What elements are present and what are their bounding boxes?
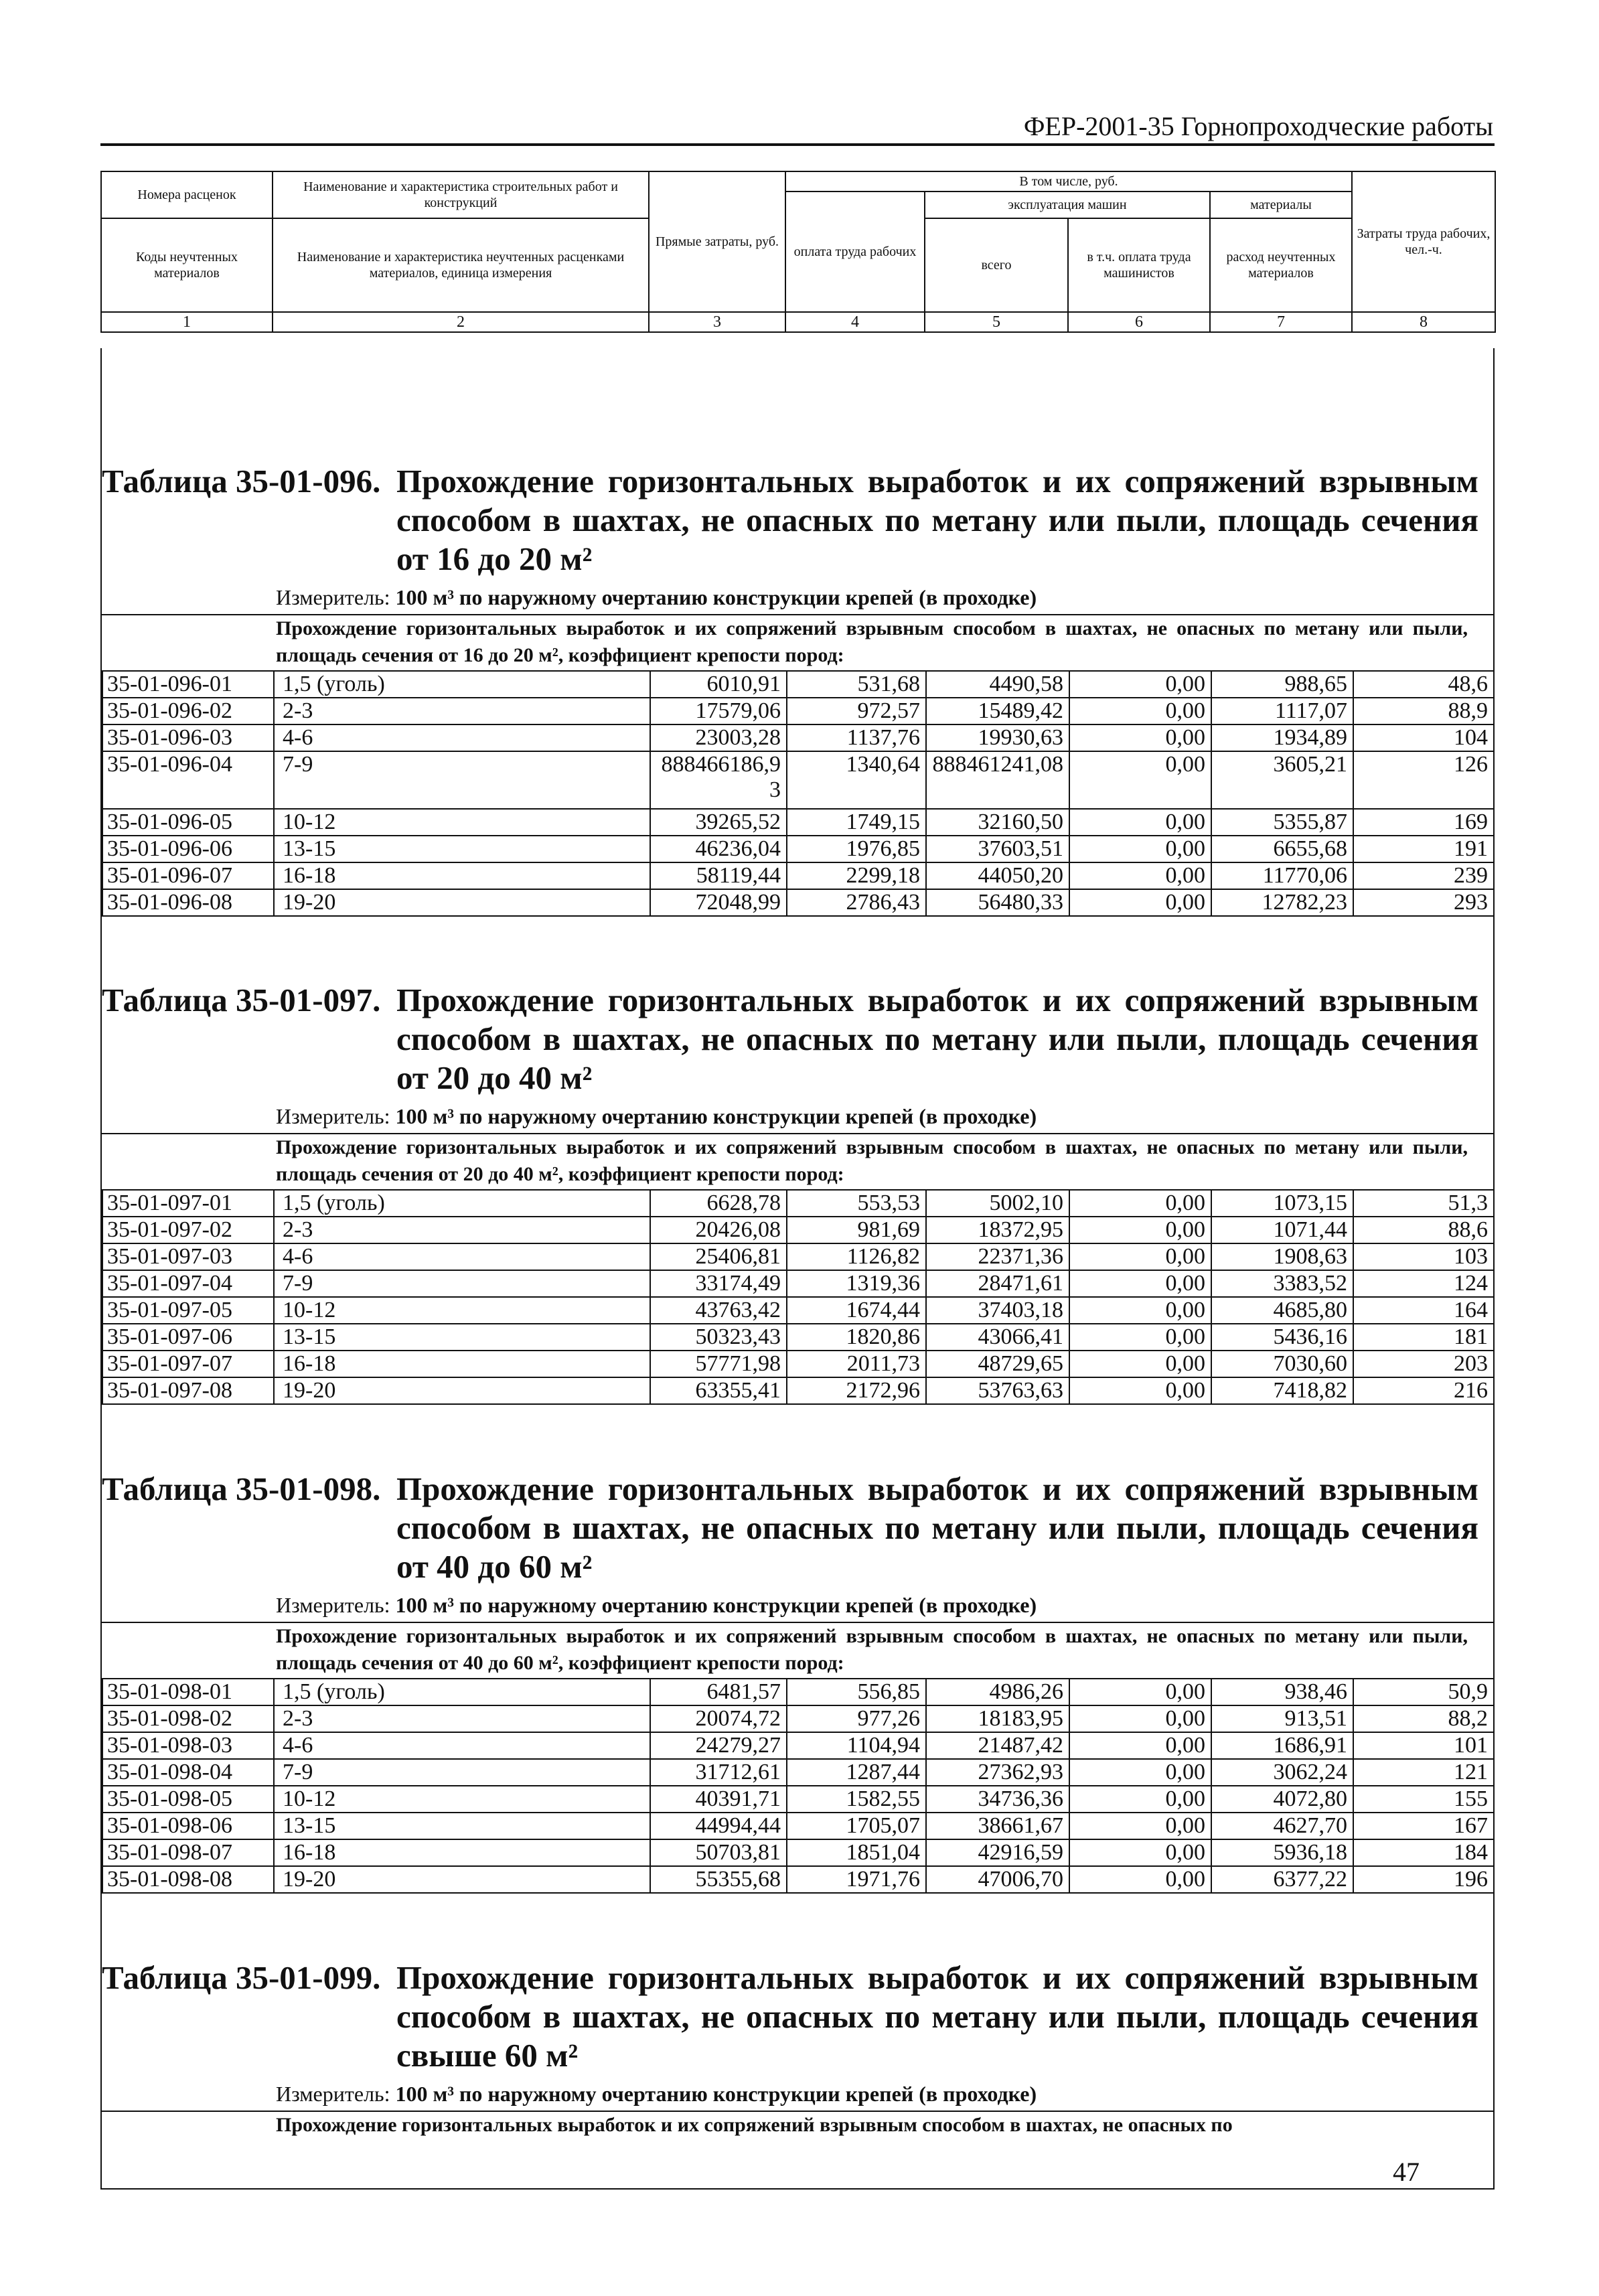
labor-hours: 121: [1353, 1759, 1494, 1786]
machines-total: 53763,63: [926, 1377, 1069, 1404]
machines-total: 42916,59: [926, 1839, 1069, 1866]
table-title: [102, 462, 1493, 581]
labor-pay: 977,26: [787, 1705, 926, 1732]
machines-labor: 0,00: [1069, 1270, 1211, 1297]
rate-code: 35-01-098-08: [102, 1866, 274, 1893]
table-row: [102, 1324, 1494, 1351]
table-label: Таблица 35-01-096.: [102, 463, 381, 500]
machines-labor: 0,00: [1069, 836, 1211, 862]
rate-name: 19-20: [274, 1866, 650, 1893]
table-row: [102, 751, 1494, 809]
labor-pay: 1340,64: [787, 751, 926, 809]
direct-costs: 63355,41: [650, 1377, 787, 1404]
rate-name: 19-20: [274, 1377, 650, 1404]
materials: 6655,68: [1211, 836, 1353, 862]
materials: 988,65: [1211, 671, 1353, 698]
header-machines-labor: в т.ч. оплата труда машинистов: [1068, 218, 1210, 312]
machines-labor: 0,00: [1069, 1679, 1211, 1705]
header-number: 2: [273, 312, 649, 332]
rate-code: 35-01-098-02: [102, 1705, 274, 1732]
table-row: [102, 1813, 1494, 1839]
table-label: Таблица 35-01-097.: [102, 982, 381, 1018]
rate-code: 35-01-097-08: [102, 1377, 274, 1404]
measure-label: Измеритель:: [276, 1593, 390, 1617]
running-head: ФЕР-2001-35 Горнопроходческие работы: [1023, 111, 1493, 141]
labor-hours: 88,2: [1353, 1705, 1494, 1732]
direct-costs: 55355,68: [650, 1866, 787, 1893]
machines-labor: 0,00: [1069, 1839, 1211, 1866]
labor-pay: 556,85: [787, 1679, 926, 1705]
rate-name: 7-9: [274, 1270, 650, 1297]
table-title: [102, 981, 1493, 1099]
rate-code: 35-01-097-07: [102, 1351, 274, 1377]
rate-name: 7-9: [274, 1759, 650, 1786]
machines-labor: 0,00: [1069, 809, 1211, 836]
labor-pay: 2786,43: [787, 889, 926, 916]
labor-pay: 1319,36: [787, 1270, 926, 1297]
labor-hours: 51,3: [1353, 1190, 1494, 1217]
table-label: Таблица 35-01-098.: [102, 1470, 381, 1507]
table-row: [102, 1705, 1494, 1732]
table-row: [102, 836, 1494, 862]
direct-costs: 20426,08: [650, 1217, 787, 1243]
machines-labor: 0,00: [1069, 1324, 1211, 1351]
measure-label: Измеритель:: [276, 2082, 390, 2106]
labor-hours: 164: [1353, 1297, 1494, 1324]
rate-code: 35-01-096-04: [102, 751, 274, 809]
direct-costs: 57771,98: [650, 1351, 787, 1377]
labor-pay: 1851,04: [787, 1839, 926, 1866]
column-header-table: [100, 171, 1496, 333]
materials: 5355,87: [1211, 809, 1353, 836]
rate-code: 35-01-098-07: [102, 1839, 274, 1866]
labor-pay: 531,68: [787, 671, 926, 698]
labor-hours: 103: [1353, 1243, 1494, 1270]
machines-labor: 0,00: [1069, 1705, 1211, 1732]
direct-costs: 6628,78: [650, 1190, 787, 1217]
machines-total: 4490,58: [926, 671, 1069, 698]
rate-code: 35-01-097-06: [102, 1324, 274, 1351]
materials: 11770,06: [1211, 862, 1353, 889]
labor-pay: 1287,44: [787, 1759, 926, 1786]
labor-pay: 1705,07: [787, 1813, 926, 1839]
header-labor-hours: Затраты труда рабочих, чел.-ч.: [1352, 171, 1495, 312]
machines-labor: 0,00: [1069, 889, 1211, 916]
machines-labor: 0,00: [1069, 1377, 1211, 1404]
direct-costs: 31712,61: [650, 1759, 787, 1786]
direct-costs: 25406,81: [650, 1243, 787, 1270]
labor-pay: 1976,85: [787, 836, 926, 862]
labor-hours: 203: [1353, 1351, 1494, 1377]
measure-line: [276, 581, 1493, 614]
header-machines-total: всего: [925, 218, 1068, 312]
table-row: [102, 862, 1494, 889]
direct-costs: 23003,28: [650, 724, 787, 751]
machines-total: 4986,26: [926, 1679, 1069, 1705]
rate-name: 13-15: [274, 1813, 650, 1839]
labor-pay: 972,57: [787, 698, 926, 724]
machines-labor: 0,00: [1069, 724, 1211, 751]
rates-table: [102, 670, 1495, 917]
direct-costs: 17579,06: [650, 698, 787, 724]
rate-name: 13-15: [274, 1324, 650, 1351]
rate-code: 35-01-097-05: [102, 1297, 274, 1324]
table-row: [102, 1839, 1494, 1866]
machines-total: 22371,36: [926, 1243, 1069, 1270]
table-row: [102, 1270, 1494, 1297]
machines-labor: 0,00: [1069, 1732, 1211, 1759]
labor-hours: 167: [1353, 1813, 1494, 1839]
rate-name: 4-6: [274, 1243, 650, 1270]
header-machines: эксплуатация машин: [925, 192, 1210, 218]
machines-total: 5002,10: [926, 1190, 1069, 1217]
machines-labor: 0,00: [1069, 1243, 1211, 1270]
direct-costs: 50703,81: [650, 1839, 787, 1866]
table-row: [102, 1243, 1494, 1270]
rate-name: 13-15: [274, 836, 650, 862]
machines-total: 32160,50: [926, 809, 1069, 836]
materials: 1071,44: [1211, 1217, 1353, 1243]
table-row: [102, 1866, 1494, 1893]
direct-costs: 24279,27: [650, 1732, 787, 1759]
materials: 1073,15: [1211, 1190, 1353, 1217]
machines-labor: 0,00: [1069, 698, 1211, 724]
machines-total: 21487,42: [926, 1732, 1069, 1759]
machines-labor: 0,00: [1069, 1866, 1211, 1893]
measure-text: 100 м³ по наружному очертанию конструкции крепей (в проходке): [395, 1593, 1037, 1617]
rate-name: 10-12: [274, 809, 650, 836]
labor-hours: 101: [1353, 1732, 1494, 1759]
table-row: [102, 1377, 1494, 1404]
rate-name: 4-6: [274, 724, 650, 751]
header-materials: материалы: [1210, 192, 1352, 218]
machines-labor: 0,00: [1069, 671, 1211, 698]
rate-code: 35-01-097-04: [102, 1270, 274, 1297]
machines-labor: 0,00: [1069, 1786, 1211, 1813]
header-number: 8: [1352, 312, 1495, 332]
page-number: 47: [1393, 2157, 1420, 2187]
table-row: [102, 1190, 1494, 1217]
machines-total: 37603,51: [926, 836, 1069, 862]
rate-name: 16-18: [274, 1839, 650, 1866]
table-row: [102, 671, 1494, 698]
labor-hours: 104: [1353, 724, 1494, 751]
labor-pay: 1137,76: [787, 724, 926, 751]
table-row: [102, 724, 1494, 751]
materials: 5436,16: [1211, 1324, 1353, 1351]
table-section-099: [102, 1959, 1493, 2139]
machines-labor: 0,00: [1069, 1190, 1211, 1217]
rate-code: 35-01-097-03: [102, 1243, 274, 1270]
header-number: 7: [1210, 312, 1352, 332]
machines-total: 47006,70: [926, 1866, 1069, 1893]
table-row: [102, 1351, 1494, 1377]
header-including: В том числе, руб.: [785, 171, 1352, 192]
direct-costs: 6481,57: [650, 1679, 787, 1705]
labor-pay: 1820,86: [787, 1324, 926, 1351]
rate-name: 16-18: [274, 1351, 650, 1377]
machines-total: 43066,41: [926, 1324, 1069, 1351]
machines-total: 34736,36: [926, 1786, 1069, 1813]
measure-label: Измеритель:: [276, 585, 390, 609]
labor-hours: 196: [1353, 1866, 1494, 1893]
labor-pay: 2011,73: [787, 1351, 926, 1377]
rate-code: 35-01-096-02: [102, 698, 274, 724]
rate-name: 1,5 (уголь): [274, 1679, 650, 1705]
rate-name: 10-12: [274, 1786, 650, 1813]
rate-code: 35-01-096-06: [102, 836, 274, 862]
materials: 913,51: [1211, 1705, 1353, 1732]
direct-costs: 44994,44: [650, 1813, 787, 1839]
table-row: [102, 809, 1494, 836]
table-row: [102, 1732, 1494, 1759]
rate-code: 35-01-098-03: [102, 1732, 274, 1759]
labor-hours: 169: [1353, 809, 1494, 836]
rate-name: 1,5 (уголь): [274, 1190, 650, 1217]
labor-hours: 88,6: [1353, 1217, 1494, 1243]
table-row: [102, 1217, 1494, 1243]
labor-pay: 1674,44: [787, 1297, 926, 1324]
rate-code: 35-01-096-03: [102, 724, 274, 751]
measure-line: [276, 1099, 1493, 1133]
machines-total: 37403,18: [926, 1297, 1069, 1324]
table-row: [102, 889, 1494, 916]
table-title: [102, 1959, 1493, 2077]
materials: 1934,89: [1211, 724, 1353, 751]
labor-hours: 126: [1353, 751, 1494, 809]
table-row: [102, 1759, 1494, 1786]
machines-labor: 0,00: [1069, 862, 1211, 889]
machines-total: 18372,95: [926, 1217, 1069, 1243]
rates-table: [102, 1678, 1495, 1894]
rate-name: 7-9: [274, 751, 650, 809]
rate-code: 35-01-098-06: [102, 1813, 274, 1839]
table-heading: Прохождение горизонтальных выработок и их сопряжений взрывным способом в шахтах, не опасных по метану или пыли, площадь сечения от 40 до 60 м²: [396, 1470, 1478, 1585]
materials: 3383,52: [1211, 1270, 1353, 1297]
measure-text: 100 м³ по наружному очертанию конструкции крепей (в проходке): [395, 585, 1037, 609]
labor-hours: 88,9: [1353, 698, 1494, 724]
table-section-096: [102, 462, 1493, 917]
table-title: [102, 1470, 1493, 1588]
table-subtitle: Прохождение горизонтальных выработок и их сопряжений взрывным способом в шахтах, не опасных по метану или пыли, площадь сечения от 16 до 20 м², коэффициент крепости пород:: [102, 614, 1493, 670]
table-label: Таблица 35-01-099.: [102, 1959, 381, 1996]
machines-total: 19930,63: [926, 724, 1069, 751]
labor-hours: 50,9: [1353, 1679, 1494, 1705]
rate-name: 4-6: [274, 1732, 650, 1759]
labor-hours: 239: [1353, 862, 1494, 889]
direct-costs: 50323,43: [650, 1324, 787, 1351]
labor-hours: 216: [1353, 1377, 1494, 1404]
measure-text: 100 м³ по наружному очертанию конструкции крепей (в проходке): [395, 2082, 1037, 2106]
machines-total: 56480,33: [926, 889, 1069, 916]
measure-label: Измеритель:: [276, 1104, 390, 1128]
table-heading: Прохождение горизонтальных выработок и их сопряжений взрывным способом в шахтах, не опасных по метану или пыли, площадь сечения от 16 до 20 м²: [396, 463, 1478, 577]
rate-name: 2-3: [274, 1217, 650, 1243]
header-direct-costs: Прямые затраты, руб.: [649, 171, 785, 312]
header-col1-bottom: Коды неучтенных материалов: [101, 218, 273, 312]
machines-total: 888461241,08: [926, 751, 1069, 809]
materials: 4627,70: [1211, 1813, 1353, 1839]
table-heading: Прохождение горизонтальных выработок и их сопряжений взрывным способом в шахтах, не опасных по метану или пыли, площадь сечения от 20 до 40 м²: [396, 982, 1478, 1096]
table-row: [102, 1297, 1494, 1324]
direct-costs: 888466186,93: [650, 751, 787, 809]
direct-costs: 43763,42: [650, 1297, 787, 1324]
labor-pay: 2172,96: [787, 1377, 926, 1404]
table-subtitle: Прохождение горизонтальных выработок и их сопряжений взрывным способом в шахтах, не опасных по метану или пыли, площадь сечения от 20 до 40 м², коэффициент крепости пород:: [102, 1133, 1493, 1189]
direct-costs: 6010,91: [650, 671, 787, 698]
rate-name: 2-3: [274, 698, 650, 724]
rate-code: 35-01-097-02: [102, 1217, 274, 1243]
rate-code: 35-01-096-08: [102, 889, 274, 916]
machines-labor: 0,00: [1069, 1297, 1211, 1324]
materials: 4685,80: [1211, 1297, 1353, 1324]
machines-total: 28471,61: [926, 1270, 1069, 1297]
labor-hours: 48,6: [1353, 671, 1494, 698]
labor-hours: 124: [1353, 1270, 1494, 1297]
machines-labor: 0,00: [1069, 1813, 1211, 1839]
rate-code: 35-01-098-04: [102, 1759, 274, 1786]
materials: 5936,18: [1211, 1839, 1353, 1866]
rate-name: 16-18: [274, 862, 650, 889]
measure-text: 100 м³ по наружному очертанию конструкции крепей (в проходке): [395, 1104, 1037, 1128]
materials: 938,46: [1211, 1679, 1353, 1705]
rates-table: [102, 1189, 1495, 1405]
header-col2-bottom: Наименование и характеристика неучтенных расценками материалов, единица измерения: [273, 218, 649, 312]
materials: 1686,91: [1211, 1732, 1353, 1759]
direct-costs: 46236,04: [650, 836, 787, 862]
table-row: [102, 1679, 1494, 1705]
table-row: [102, 1786, 1494, 1813]
labor-hours: 184: [1353, 1839, 1494, 1866]
header-col2-top: Наименование и характеристика строительных работ и конструкций: [273, 171, 649, 218]
materials: 3605,21: [1211, 751, 1353, 809]
header-number: 5: [925, 312, 1068, 332]
table-heading: Прохождение горизонтальных выработок и их сопряжений взрывным способом в шахтах, не опасных по метану или пыли, площадь сечения свыше 60 м²: [396, 1959, 1478, 2074]
table-row: [102, 698, 1494, 724]
machines-total: 27362,93: [926, 1759, 1069, 1786]
header-number: 1: [101, 312, 273, 332]
rate-code: 35-01-096-05: [102, 809, 274, 836]
table-section-097: [102, 981, 1493, 1405]
direct-costs: 33174,49: [650, 1270, 787, 1297]
machines-total: 18183,95: [926, 1705, 1069, 1732]
labor-hours: 155: [1353, 1786, 1494, 1813]
measure-line: [276, 1588, 1493, 1622]
rate-name: 10-12: [274, 1297, 650, 1324]
machines-total: 44050,20: [926, 862, 1069, 889]
table-subtitle: Прохождение горизонтальных выработок и их сопряжений взрывным способом в шахтах, не опасных по: [102, 2111, 1493, 2139]
labor-pay: 2299,18: [787, 862, 926, 889]
measure-line: [276, 2077, 1493, 2111]
header-labor-pay: оплата труда рабочих: [785, 192, 925, 312]
rate-code: 35-01-096-01: [102, 671, 274, 698]
header-number: 4: [785, 312, 925, 332]
machines-total: 48729,65: [926, 1351, 1069, 1377]
labor-pay: 1126,82: [787, 1243, 926, 1270]
rate-code: 35-01-097-01: [102, 1190, 274, 1217]
machines-labor: 0,00: [1069, 1759, 1211, 1786]
rate-name: 19-20: [274, 889, 650, 916]
materials: 4072,80: [1211, 1786, 1353, 1813]
rate-name: 1,5 (уголь): [274, 671, 650, 698]
labor-pay: 553,53: [787, 1190, 926, 1217]
materials: 7030,60: [1211, 1351, 1353, 1377]
labor-pay: 1749,15: [787, 809, 926, 836]
header-number: 3: [649, 312, 785, 332]
machines-labor: 0,00: [1069, 1351, 1211, 1377]
header-rule: [100, 143, 1495, 146]
table-subtitle: Прохождение горизонтальных выработок и их сопряжений взрывным способом в шахтах, не опасных по метану или пыли, площадь сечения от 40 до 60 м², коэффициент крепости пород:: [102, 1622, 1493, 1678]
materials: 6377,22: [1211, 1866, 1353, 1893]
direct-costs: 72048,99: [650, 889, 787, 916]
rate-code: 35-01-098-05: [102, 1786, 274, 1813]
materials: 1908,63: [1211, 1243, 1353, 1270]
direct-costs: 40391,71: [650, 1786, 787, 1813]
labor-hours: 181: [1353, 1324, 1494, 1351]
header-number: 6: [1068, 312, 1210, 332]
labor-pay: 1971,76: [787, 1866, 926, 1893]
materials: 3062,24: [1211, 1759, 1353, 1786]
direct-costs: 58119,44: [650, 862, 787, 889]
machines-labor: 0,00: [1069, 751, 1211, 809]
labor-pay: 981,69: [787, 1217, 926, 1243]
direct-costs: 39265,52: [650, 809, 787, 836]
labor-hours: 293: [1353, 889, 1494, 916]
header-col1-top: Номера расценок: [101, 171, 273, 218]
header-materials-unaccounted: расход неучтенных материалов: [1210, 218, 1352, 312]
direct-costs: 20074,72: [650, 1705, 787, 1732]
rate-code: 35-01-096-07: [102, 862, 274, 889]
labor-pay: 1104,94: [787, 1732, 926, 1759]
materials: 7418,82: [1211, 1377, 1353, 1404]
machines-total: 38661,67: [926, 1813, 1069, 1839]
labor-pay: 1582,55: [787, 1786, 926, 1813]
materials: 12782,23: [1211, 889, 1353, 916]
rate-name: 2-3: [274, 1705, 650, 1732]
table-section-098: [102, 1470, 1493, 1894]
materials: 1117,07: [1211, 698, 1353, 724]
rate-code: 35-01-098-01: [102, 1679, 274, 1705]
labor-hours: 191: [1353, 836, 1494, 862]
machines-labor: 0,00: [1069, 1217, 1211, 1243]
machines-total: 15489,42: [926, 698, 1069, 724]
